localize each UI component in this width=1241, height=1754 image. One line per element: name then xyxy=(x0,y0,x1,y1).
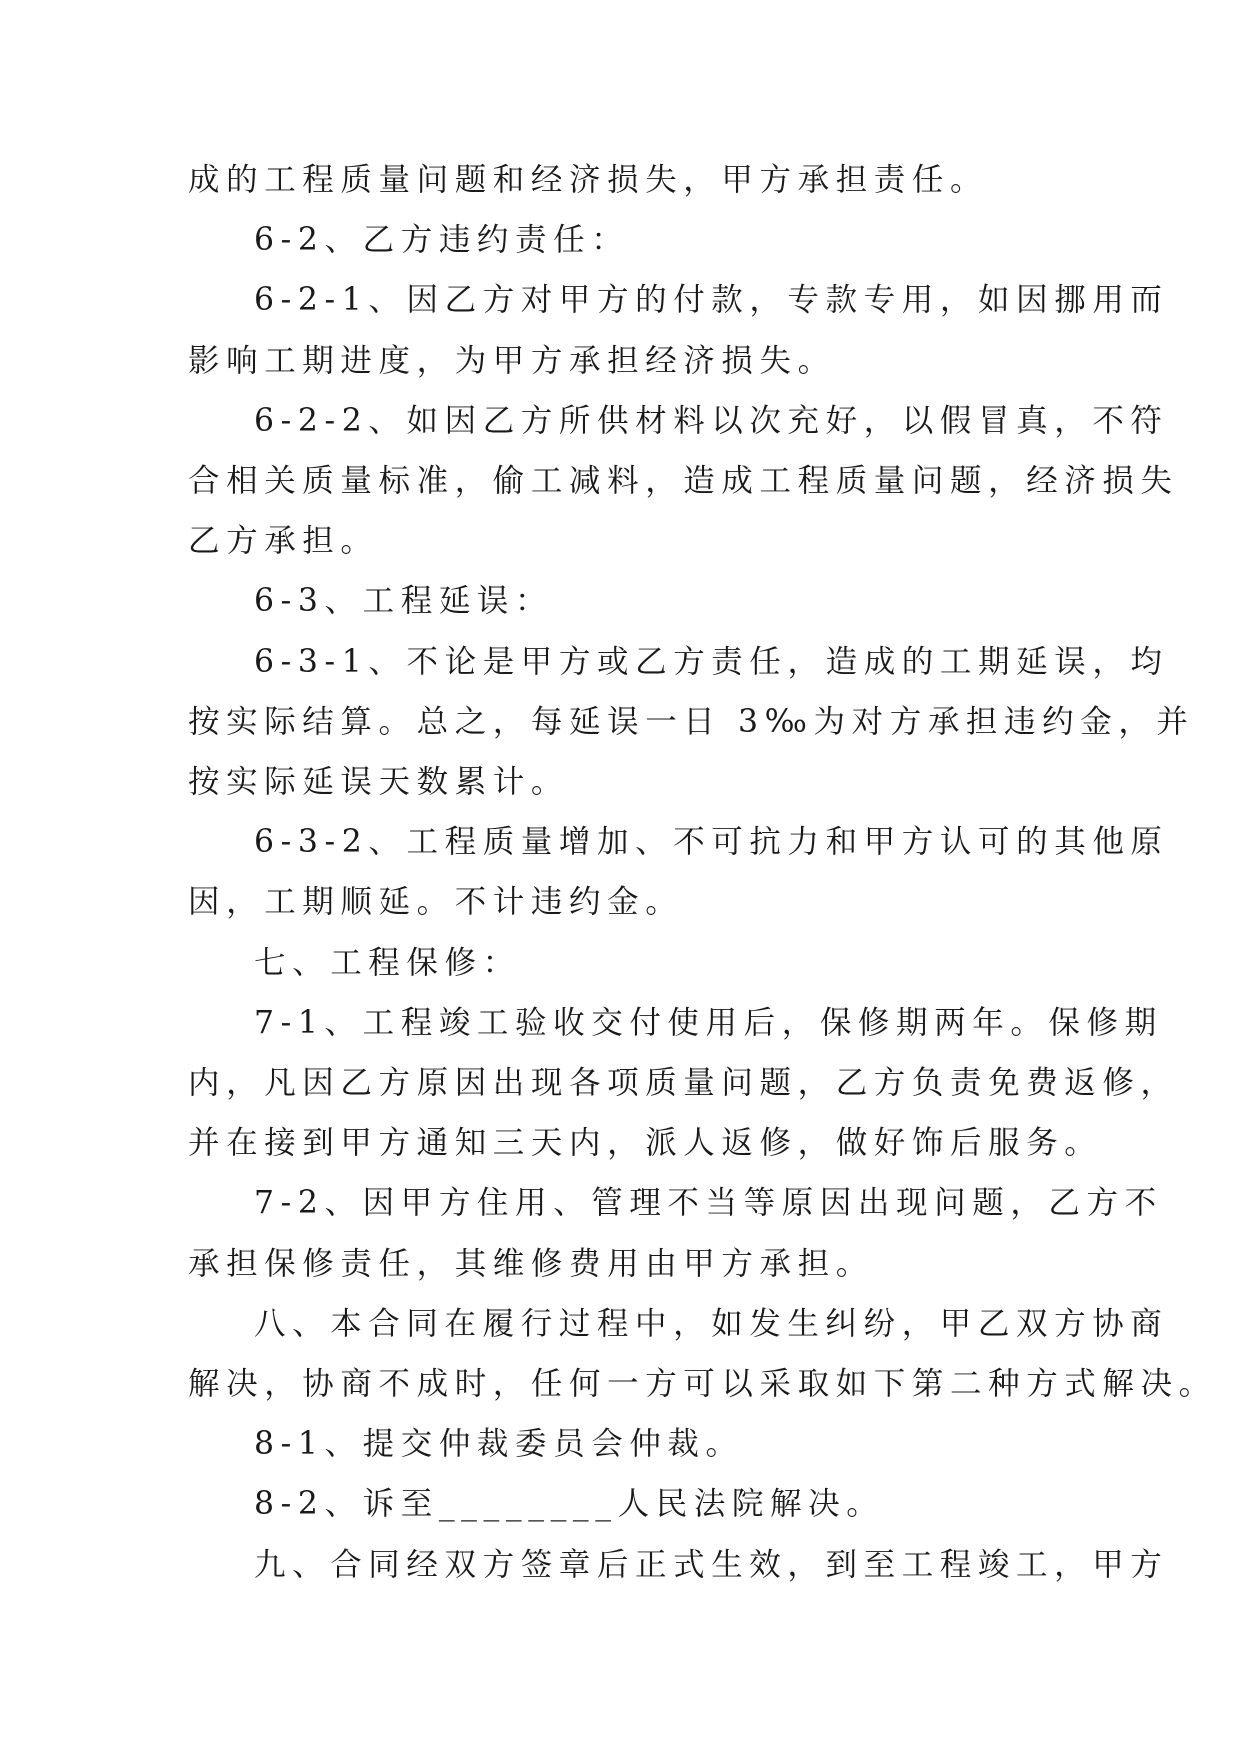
paragraph xyxy=(188,210,1068,270)
text-line: 8-1、提交仲裁委员会仲裁。 xyxy=(254,1426,744,1463)
paragraph xyxy=(188,632,1195,813)
paragraph xyxy=(188,1474,1068,1534)
text-line: 解决，协商不成时，任何一方可以采取如下第二种方式解决。 xyxy=(188,1366,1217,1403)
paragraph xyxy=(188,812,1169,932)
text-line: 按实际结算。总之，每延误一日 3‰为对方承担违约金，并 xyxy=(188,703,1195,740)
text-line: 6-2、乙方违约责任： xyxy=(254,222,630,259)
text-line: 承担保修责任，其维修费用由甲方承担。 xyxy=(188,1245,874,1282)
paragraph xyxy=(188,270,1169,390)
paragraph xyxy=(188,571,1068,631)
text-line: 6-2-1、因乙方对甲方的付款，专款专用，如因挪用而 xyxy=(254,282,1169,319)
text-line: 七、工程保修： xyxy=(254,944,521,981)
paragraph xyxy=(188,1173,1163,1293)
text-line: 6-3、工程延误： xyxy=(254,583,554,620)
text-line: 6-3-2、工程质量增加、不可抗力和甲方认可的其他原 xyxy=(254,824,1169,861)
text-line: 7-2、因甲方住用、管理不当等原因出现问题，乙方不 xyxy=(254,1185,1163,1222)
text-line: 影响工期进度，为甲方承担经济损失。 xyxy=(188,342,836,379)
paragraph xyxy=(188,933,1068,993)
text-line: 内，凡因乙方原因出现各项质量问题，乙方负责免费返修， xyxy=(188,1065,1179,1102)
text-line: 因，工期顺延。不计违约金。 xyxy=(188,884,684,921)
text-line: 7-1、工程竣工验收交付使用后，保修期两年。保修期 xyxy=(254,1004,1163,1041)
paragraph xyxy=(188,1414,1068,1474)
text-line: 8-2、诉至________人民法院解决。 xyxy=(254,1486,885,1523)
text-line: 八、本合同在履行过程中，如发生纠纷，甲乙双方协商 xyxy=(254,1305,1169,1342)
paragraph xyxy=(188,993,1179,1174)
paragraph xyxy=(188,1294,1217,1414)
paragraph xyxy=(188,1535,1169,1595)
text-line: 乙方承担。 xyxy=(188,523,379,560)
text-line: 合相关质量标准，偷工减料，造成工程质量问题，经济损失 xyxy=(188,463,1179,500)
text-line: 6-3-1、不论是甲方或乙方责任，造成的工期延误，均 xyxy=(254,643,1169,680)
text-line: 九、合同经双方签章后正式生效，到至工程竣工，甲方 xyxy=(254,1546,1169,1583)
paragraph xyxy=(188,150,1068,210)
paragraph xyxy=(188,391,1179,572)
text-line: 6-2-2、如因乙方所供材料以次充好，以假冒真，不符 xyxy=(254,402,1169,439)
text-line: 成的工程质量问题和经济损失，甲方承担责任。 xyxy=(188,162,989,198)
text-line: 按实际延误天数累计。 xyxy=(188,764,570,801)
text-line: 并在接到甲方通知三天内，派人返修，做好饰后服务。 xyxy=(188,1125,1103,1162)
document-body xyxy=(188,150,1217,1595)
